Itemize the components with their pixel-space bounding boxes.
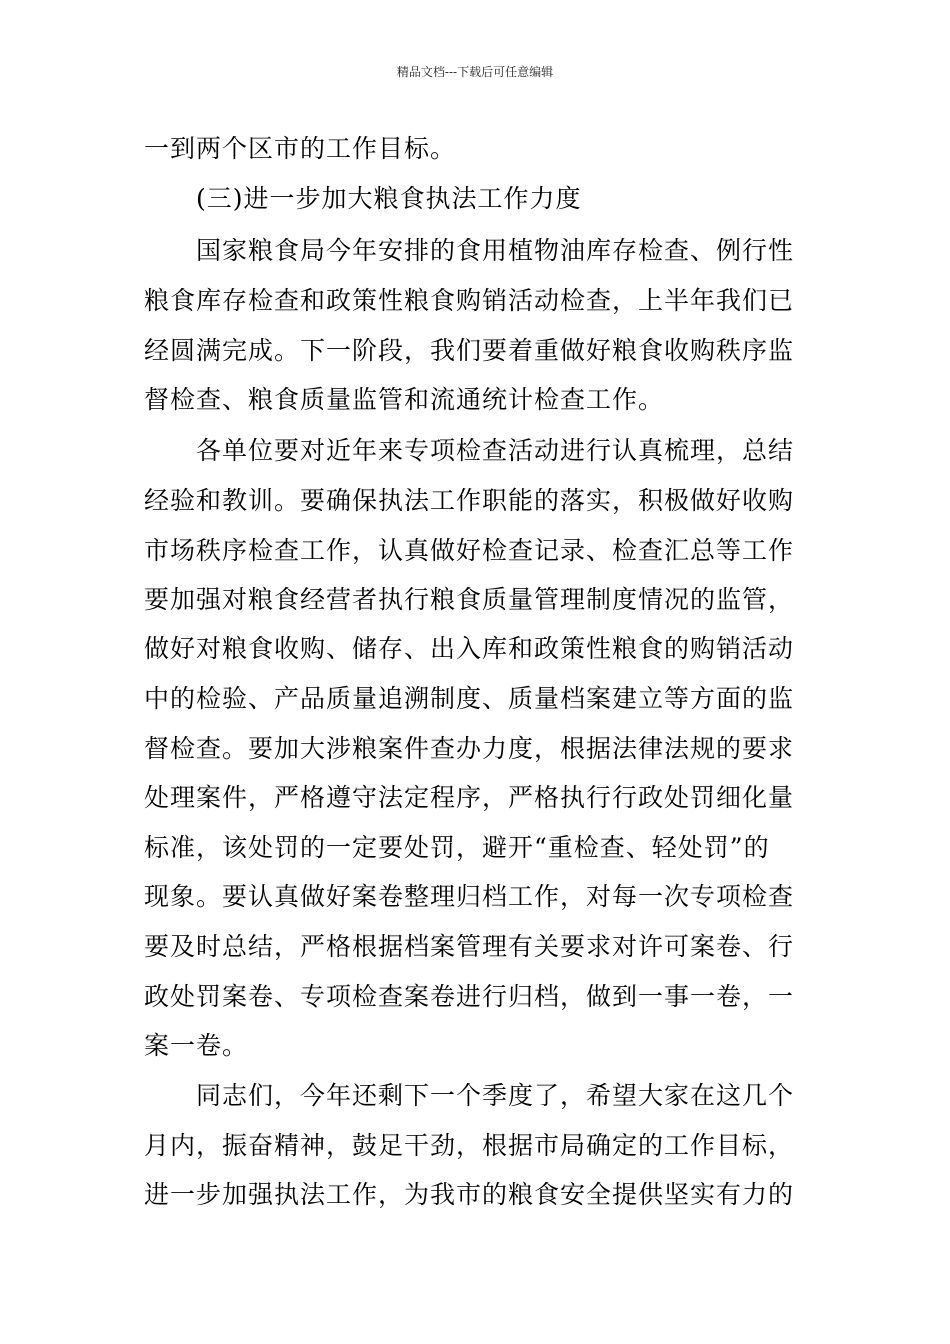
text-line: 粮食库存检查和政策性粮食购销活动检查，上半年我们已 bbox=[144, 286, 795, 315]
text-line: 政处罚案卷、专项检查案卷进行归档，做到一事一卷，一 bbox=[144, 982, 795, 1011]
text-line: 各单位要对近年来专项检查活动进行认真梳理，总结 bbox=[196, 436, 795, 465]
section-heading: (三)进一步加大粮食执法工作力度 bbox=[196, 184, 582, 213]
text-line: 督检查。要加大涉粮案件查办力度，根据法律法规的要求 bbox=[144, 734, 795, 763]
text-line: 经验和教训。要确保执法工作职能的落实，积极做好收购 bbox=[144, 486, 795, 515]
text-line: 中的检验、产品质量追溯制度、质量档案建立等方面的监 bbox=[144, 684, 795, 713]
text-line: 案一卷。 bbox=[144, 1031, 249, 1060]
text-line: 经圆满完成。下一阶段，我们要着重做好粮食收购秩序监 bbox=[144, 336, 795, 365]
text-line: 一到两个区市的工作目标。 bbox=[144, 134, 457, 163]
text-line: 要及时总结，严格根据档案管理有关要求对许可案卷、行 bbox=[144, 932, 795, 961]
text-line: 国家粮食局今年安排的食用植物油库存检查、例行性 bbox=[196, 236, 795, 265]
text-line: 处理案件，严格遵守法定程序，严格执行行政处罚细化量 bbox=[144, 783, 795, 812]
text-line: 做好对粮食收购、储存、出入库和政策性粮食的购销活动 bbox=[144, 634, 795, 663]
text-line: 标准，该处罚的一定要处罚，避开“重检查、轻处罚”的 bbox=[144, 833, 770, 862]
text-line: 督检查、粮食质量监管和流通统计检查工作。 bbox=[144, 385, 665, 414]
text-line: 月内，振奋精神，鼓足干劲，根据市局确定的工作目标， bbox=[144, 1131, 795, 1160]
text-line: 市场秩序检查工作，认真做好检查记录、检查汇总等工作 bbox=[144, 536, 795, 565]
text-line: 进一步加强执法工作，为我市的粮食安全提供坚实有力的 bbox=[144, 1180, 795, 1209]
text-line: 要加强对粮食经营者执行粮食质量管理制度情况的监管， bbox=[144, 585, 795, 614]
text-line: 同志们，今年还剩下一个季度了，希望大家在这几个 bbox=[196, 1081, 795, 1110]
text-line: 现象。要认真做好案卷整理归档工作，对每一次专项检查 bbox=[144, 882, 795, 911]
page-header: 精品文档---下载后可任意编辑 bbox=[396, 65, 554, 79]
